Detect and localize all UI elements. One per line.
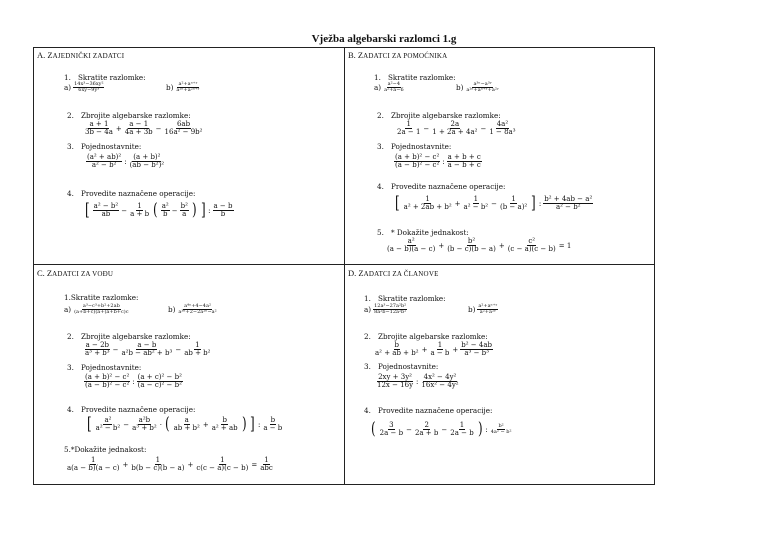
fraction (86, 154, 122, 170)
a-task3-expr: $\frac{\text{(a² + ab)²}}{\text{a² − b²}}$ : $\frac{\text{(a + b)²}}{\text{(ab − b²)²}}$ (87, 153, 165, 170)
task-number: 1. (64, 73, 71, 82)
fraction (477, 304, 498, 316)
exercise-grid (33, 47, 655, 485)
math-term: Provedite naznačene operacije: (81, 189, 196, 198)
math-term: 12x − 16y (377, 381, 414, 390)
math-term: Zbrojite algebarske razlomke: (391, 111, 501, 120)
math-term: b (220, 210, 226, 218)
fraction (173, 417, 201, 433)
math-term: (b − a)² (500, 203, 528, 211)
math-term: b² + 4ab − a² (544, 194, 593, 203)
d-task4 (364, 406, 492, 415)
math-term: a² + ab + b² (375, 349, 419, 358)
fraction (93, 203, 120, 219)
math-term: 1 (406, 120, 411, 128)
math-term: 8a²b−12a²b² (374, 309, 407, 316)
math-term: 4. (67, 189, 74, 198)
c-task5-expr: $\frac{1}{a(a - b)(a - c)}$ + $\frac{1}{b(b - c)(b - a)}$ + $\frac{1}{c(c - a)(c - b)}$ = $\frac{1}{\text{abc}}$ (67, 456, 273, 473)
d-task1 (364, 294, 446, 303)
d-task3-expr: $\frac{\text{2xy + 3y²}}{12x - 16y}$ : $\frac{\text{4x² − 4y²}}{\text{16x² − 4y²}}$ (377, 373, 459, 390)
math-term: c² (528, 237, 536, 245)
math-term: 1 + 2a + 4a² (432, 128, 478, 137)
math-term: a² + 2ab + b² (403, 203, 452, 211)
fraction (95, 417, 122, 433)
math-term: a − 2b (85, 341, 110, 349)
b-task3-expr: $\frac{\text{(a + b)² − c²}}{\text{(a − b)² − c²}}$ : $\frac{a + b + c}{a - b + c}$ (395, 153, 481, 170)
math-term: Pojednostavnite: (378, 362, 439, 371)
d-task3 (364, 362, 438, 371)
math-term: D. (348, 268, 357, 278)
fraction (543, 196, 593, 212)
math-term: ADATCI ZA POMOĆNIKA (363, 52, 448, 60)
math-term: ADATCI ZA VOĐU (52, 270, 114, 278)
math-term: (a − b)² − c² (85, 381, 130, 390)
math-term: b² − 4ab (461, 341, 493, 349)
bracket: [ (394, 193, 400, 213)
d-task2-expr: $\frac{b}{\text{a² + ab + b²}}$ + $\frac{1}{a - b}$ + $\frac{\text{b² − 4ab}}{\text{a³ − b³}}$ (375, 341, 493, 358)
math-term: 2a − b (379, 429, 404, 437)
math-term: a − 1 (129, 120, 149, 128)
math-term: (c − a)(c − b) (507, 245, 556, 254)
fraction (429, 342, 450, 358)
math-term: 2a + b (414, 429, 439, 437)
math-term: b) (456, 83, 464, 93)
b-task2-expr: $\frac{1}{2a - 1}$ − $\frac{2a}{\text{1 + 2a + 4a²}}$ − $\frac{\text{4a²}}{\text{1 − 8a³}}$ (397, 120, 516, 137)
d-task4-expr: ( $\frac{3}{2a - b}$ − $\frac{2}{2a + b}$ − $\frac{1}{2a - b}$ ) : $\frac{\text{b²}}{\text{4a² − b²}}$ (370, 419, 512, 439)
section-letter: A. (37, 50, 46, 60)
math-term: a²b − ab² + b³ (121, 349, 173, 358)
math-term: b) (168, 305, 176, 315)
d-task2 (364, 332, 488, 341)
fraction (175, 82, 200, 94)
section-c-header (37, 268, 113, 278)
math-term: 3b − 4a (85, 128, 113, 137)
b-task1a (374, 82, 405, 94)
math-term: = 1 (558, 241, 572, 250)
math-term: 4a² − b² (490, 429, 512, 435)
math-term: 1. (364, 294, 371, 303)
fraction (463, 196, 490, 212)
math-term: 1 (264, 456, 269, 464)
numerator: 14x³−36xy² (74, 81, 104, 87)
math-term: 6ab (176, 120, 191, 128)
fraction (130, 457, 185, 473)
a-task4 (67, 189, 195, 198)
math-term: 2. (377, 111, 384, 120)
fraction (161, 203, 170, 219)
math-term: 2a (450, 120, 460, 128)
math-term: (a − c)² − b² (137, 381, 182, 390)
math-term: Zbrojite algebarske razlomke: (81, 111, 191, 120)
math-term: 3 (389, 420, 394, 429)
math-term: a² − b² (93, 201, 119, 210)
fraction (488, 121, 516, 137)
math-term: 4x² − 4y² (423, 373, 457, 381)
c-task1a (64, 304, 130, 316)
math-term: Skratite razlomke: (378, 294, 446, 303)
math-term: 4a + 3b (124, 128, 153, 137)
c-task1b (168, 304, 218, 316)
bracket: ) (241, 414, 247, 434)
math-term: (a + c)² − b² (137, 373, 182, 381)
math-term: a) (364, 305, 372, 315)
math-term: 3. (67, 142, 74, 151)
fraction (376, 374, 414, 390)
denominator: a²ⁿ+a²ⁿ⁺ʸ (176, 87, 200, 94)
math-term: Provedite naznačene operacije: (378, 406, 493, 415)
fraction (262, 417, 283, 433)
bracket: ) (477, 419, 483, 439)
math-term: C. (37, 268, 45, 278)
fraction (211, 417, 239, 433)
fraction (137, 374, 183, 390)
math-term: (a + b)² − c² (395, 153, 440, 161)
fraction (379, 422, 404, 438)
fraction (84, 121, 114, 137)
b-task2 (377, 111, 501, 120)
math-term: a²+a²ʸ (479, 309, 497, 316)
bracket: ( (164, 414, 170, 434)
fraction (213, 203, 234, 219)
math-term: a + b + c (447, 153, 481, 161)
fraction (129, 154, 166, 170)
math-term: 2. (67, 332, 74, 341)
row-divider (34, 264, 654, 265)
fraction (84, 374, 130, 390)
fraction (460, 342, 493, 358)
bracket: ] (531, 193, 536, 213)
section-rest: AJEDNIČKI ZADATCI (52, 52, 125, 60)
math-term: * Dokažite jednakost: (391, 228, 469, 237)
math-term: a) (374, 83, 382, 93)
math-term: a² − b² (555, 203, 581, 211)
a-task2 (67, 111, 191, 120)
math-term: b² (180, 201, 188, 210)
c-task5 (64, 445, 146, 454)
math-term: a²+a−6 (384, 87, 404, 94)
fraction (66, 457, 120, 473)
fraction (73, 82, 104, 94)
math-term: 3. (377, 142, 384, 151)
math-term: (a² + ab)² (87, 153, 122, 161)
math-term: Skratite razlomke: (388, 73, 456, 82)
fraction (403, 196, 453, 212)
bracket: ( (370, 419, 376, 439)
fraction (259, 457, 274, 473)
fraction (374, 342, 420, 358)
bracket: ) (191, 200, 197, 220)
math-term: 1 (459, 420, 465, 429)
math-term: 4. (67, 405, 74, 414)
math-term: a (182, 210, 187, 218)
math-term: Zbrojite algebarske razlomke: (378, 332, 488, 341)
section-b-header (348, 50, 447, 60)
math-term: b (162, 210, 168, 218)
section-cap: Z (47, 50, 53, 60)
b-task1 (374, 73, 456, 82)
fraction (499, 196, 528, 212)
math-term: 2xy + 3y² (378, 373, 412, 381)
math-term: Provedite naznačene operacije: (391, 182, 506, 191)
math-term: 3. (67, 363, 74, 372)
math-term: a² (161, 201, 169, 210)
a-task1b (166, 82, 201, 94)
d-task1a (364, 304, 407, 316)
fraction (507, 238, 557, 254)
math-term: a⁴ⁿ+4−4a² (184, 303, 211, 309)
math-term: 1 (473, 194, 479, 203)
math-term: a² − b² (95, 424, 121, 432)
math-term: 2. (364, 332, 371, 341)
math-term: a³−c³+b²+2ab (82, 303, 120, 309)
c-task4-expr: [ $\frac{\text{a²}}{\text{a² − b²}}$ − $\frac{\text{a²b}}{\text{a³ + b²}}$ · ( $\frac{a}{\text{ab + b²}}$ + $\frac{b}{\text{a² + ab}}$ ) ] : $\frac{b}{a - b}$ (86, 414, 283, 434)
math-term: a³ⁿ+2−2a²ⁿ−a² (178, 309, 217, 316)
fraction (420, 374, 459, 390)
math-term: 1 (91, 456, 96, 464)
fraction (183, 342, 211, 358)
math-term: 16a² − 9b² (164, 128, 203, 137)
fraction (129, 203, 150, 219)
math-term: 1 − 8a³ (489, 128, 516, 137)
math-term: a − b + c (447, 161, 481, 170)
fraction (396, 121, 421, 137)
fraction (449, 422, 474, 438)
math-term: a² − b² (463, 203, 489, 211)
math-term: b) (468, 305, 476, 315)
math-term: Pojednostavnite: (81, 142, 142, 151)
math-term: Z (358, 268, 364, 278)
math-term: (ab − b²)² (129, 161, 165, 170)
b-task1b (456, 82, 500, 94)
math-term: a) (64, 305, 72, 315)
math-term: a(a − b)(a − c) (67, 464, 120, 473)
math-term: a − b (137, 341, 157, 349)
fraction (84, 342, 111, 358)
math-term: a − b (263, 424, 283, 432)
math-term: 1.Skratite razlomke: (64, 293, 139, 302)
a-task3 (67, 142, 141, 151)
math-term: c(c − a)(c − b) (196, 464, 249, 473)
fraction (447, 154, 482, 170)
fraction (195, 457, 249, 473)
math-term: a − b (213, 201, 233, 210)
bracket: ] (250, 414, 255, 434)
fraction (490, 424, 513, 436)
math-term: 2a − b (450, 429, 474, 437)
denominator: 6xy−9y³ (78, 87, 100, 94)
math-term: ADATCI ZA ČLANOVE (363, 270, 439, 278)
math-term: 4a² (496, 120, 509, 128)
fraction (414, 422, 439, 438)
math-term: (b − c)(b − a) (447, 245, 496, 254)
math-term: a² (104, 415, 112, 424)
fraction (446, 238, 497, 254)
math-term: a³ − b³ (464, 349, 489, 358)
fraction (386, 238, 436, 254)
math-term: (a+b+c)(a+(a+b+c)c (74, 309, 129, 316)
math-term: a²−4 (387, 81, 401, 87)
math-term: 1 (437, 341, 443, 349)
b-task5 (377, 228, 469, 237)
column-divider (344, 48, 345, 485)
math-term: 3. (364, 362, 371, 371)
math-term: b (270, 415, 276, 424)
a-task1a (64, 82, 104, 94)
c-task3 (67, 363, 141, 372)
fraction (431, 121, 478, 137)
math-term: b (394, 341, 400, 349)
fraction (383, 82, 405, 94)
math-term: a − b (430, 349, 450, 358)
math-term: 16x² − 4y² (421, 381, 459, 390)
math-term: b² (498, 422, 504, 429)
math-term: a³ⁿ−a³ʸ (473, 81, 492, 87)
math-term: 1 (511, 194, 516, 203)
section-d-header (348, 268, 439, 278)
page-title: Vježba algebarski razlomci 1.g (311, 33, 457, 45)
math-term: (a + b)² − c² (85, 373, 130, 381)
fraction (164, 121, 204, 137)
math-term: 2. (67, 111, 74, 120)
c-task2-expr: $\frac{a - 2b}{\text{a³ + b³}}$ − $\frac{a - b}{\text{a²b − ab² + b³}}$ − $\frac{1}{\text{ab + b²}}$ (85, 341, 211, 358)
math-term: a²ⁿ+aⁿ⁺ʸ+a²ʸ (466, 87, 499, 94)
math-term: (a − b)(a − c) (387, 245, 436, 254)
math-term: 1 (220, 456, 225, 464)
fraction (465, 82, 500, 94)
math-term: Provedite naznačene operacije: (81, 405, 196, 414)
math-term: Z (357, 50, 364, 60)
math-term: ab + b² (184, 349, 211, 358)
label-b: b) (166, 83, 174, 93)
fraction (373, 304, 407, 316)
math-term: 5. (377, 228, 384, 237)
c-task2 (67, 332, 191, 341)
bracket: [ (86, 414, 92, 434)
math-term: a²+aⁿ⁺ʸ (478, 303, 498, 309)
math-term: B. (348, 50, 356, 60)
b-task4-expr: [ $\frac{1}{\text{a² + 2ab + b²}}$ + $\frac{1}{\text{a² − b²}}$ − $\frac{1}{\text{(b − a)²}}$ ] : $\frac{\text{b² + 4ab − a²}}{\text{a² − b²}}$ (394, 193, 593, 213)
fraction (131, 417, 158, 433)
math-term: 1 (425, 194, 430, 203)
task-text: Skratite razlomke: (78, 73, 146, 82)
math-term: a (184, 415, 189, 424)
fraction (124, 121, 154, 137)
math-term: 1 (155, 456, 161, 464)
math-term: a² − b² (91, 161, 117, 170)
math-term: 4. (364, 406, 371, 415)
math-term: a² (407, 237, 415, 245)
a-task4-expr: [ $\frac{\text{a² − b²}}{ab}$ − $\frac{1}{a + b}$ ( $\frac{\text{a²}}{b}$ − $\frac{\text{b²}}{a}$ ) ] : $\frac{a - b}{b}$ (84, 200, 233, 220)
fraction (177, 304, 217, 316)
math-term: Z (46, 268, 53, 278)
math-term: abc (260, 464, 273, 473)
math-term: b² (467, 237, 476, 245)
c-task3-expr: $\frac{\text{(a + b)² − c²}}{\text{(a − b)² − c²}}$ : $\frac{\text{(a + c)² − b²}}{\text{(a − c)² − b²}}$ (85, 373, 182, 390)
math-term: a³ + b³ (85, 349, 110, 358)
math-term: a + 1 (89, 120, 109, 128)
d-task1b (468, 304, 498, 316)
math-term: a² + ab (211, 424, 238, 432)
math-term: 1 (195, 341, 200, 349)
math-term: a³ + b² (132, 424, 157, 432)
math-term: a + b (130, 210, 150, 218)
math-term: 1. (374, 73, 381, 82)
section-a-header (37, 50, 124, 60)
b-task4 (377, 182, 505, 191)
bracket: ( (153, 200, 158, 220)
numerator: a²+aⁿ⁺ʸ (178, 81, 198, 87)
math-term: ab + b² (173, 424, 200, 432)
math-term: ab (101, 210, 111, 218)
math-term: (a + b)² (133, 153, 161, 161)
a-task2-expr: $\frac{a + 1}{3b - 4a}$ + $\frac{a - 1}{4a + 3b}$ − $\frac{6ab}{\text{16a² − 9b²}}$ (85, 120, 203, 137)
fraction (73, 304, 129, 316)
fraction (180, 203, 189, 219)
math-term: 2a − 1 (397, 128, 421, 137)
math-term: Pojednostavnite: (391, 142, 452, 151)
fraction (394, 154, 440, 170)
math-term: 2 (424, 420, 429, 429)
math-term: b(b − c)(b − a) (131, 464, 185, 473)
c-task1 (64, 293, 138, 302)
math-term: 12a³−27a²b² (374, 303, 407, 309)
math-term: 5.*Dokažite jednakost: (64, 445, 147, 454)
math-term: Pojednostavnite: (81, 363, 142, 372)
b-task3 (377, 142, 451, 151)
math-term: 4. (377, 182, 384, 191)
label-a: a) (64, 83, 72, 93)
fraction (120, 342, 173, 358)
bracket: [ (84, 200, 90, 220)
math-term: Zbrojite algebarske razlomke: (81, 332, 191, 341)
c-task4 (67, 405, 195, 414)
bracket: ] (200, 200, 206, 220)
b-task5-expr: $\frac{\text{a²}}{(a - b)(a - c)}$ + $\frac{\text{b²}}{(b - c)(b - a)}$ + $\frac{\text{c²}}{(c - a)(c - b)}$ = 1 (387, 237, 572, 254)
math-term: (a − b)² − c² (395, 161, 440, 170)
math-term: 1 (137, 201, 142, 210)
math-term: a²b (138, 415, 151, 424)
math-term: b (222, 415, 227, 424)
